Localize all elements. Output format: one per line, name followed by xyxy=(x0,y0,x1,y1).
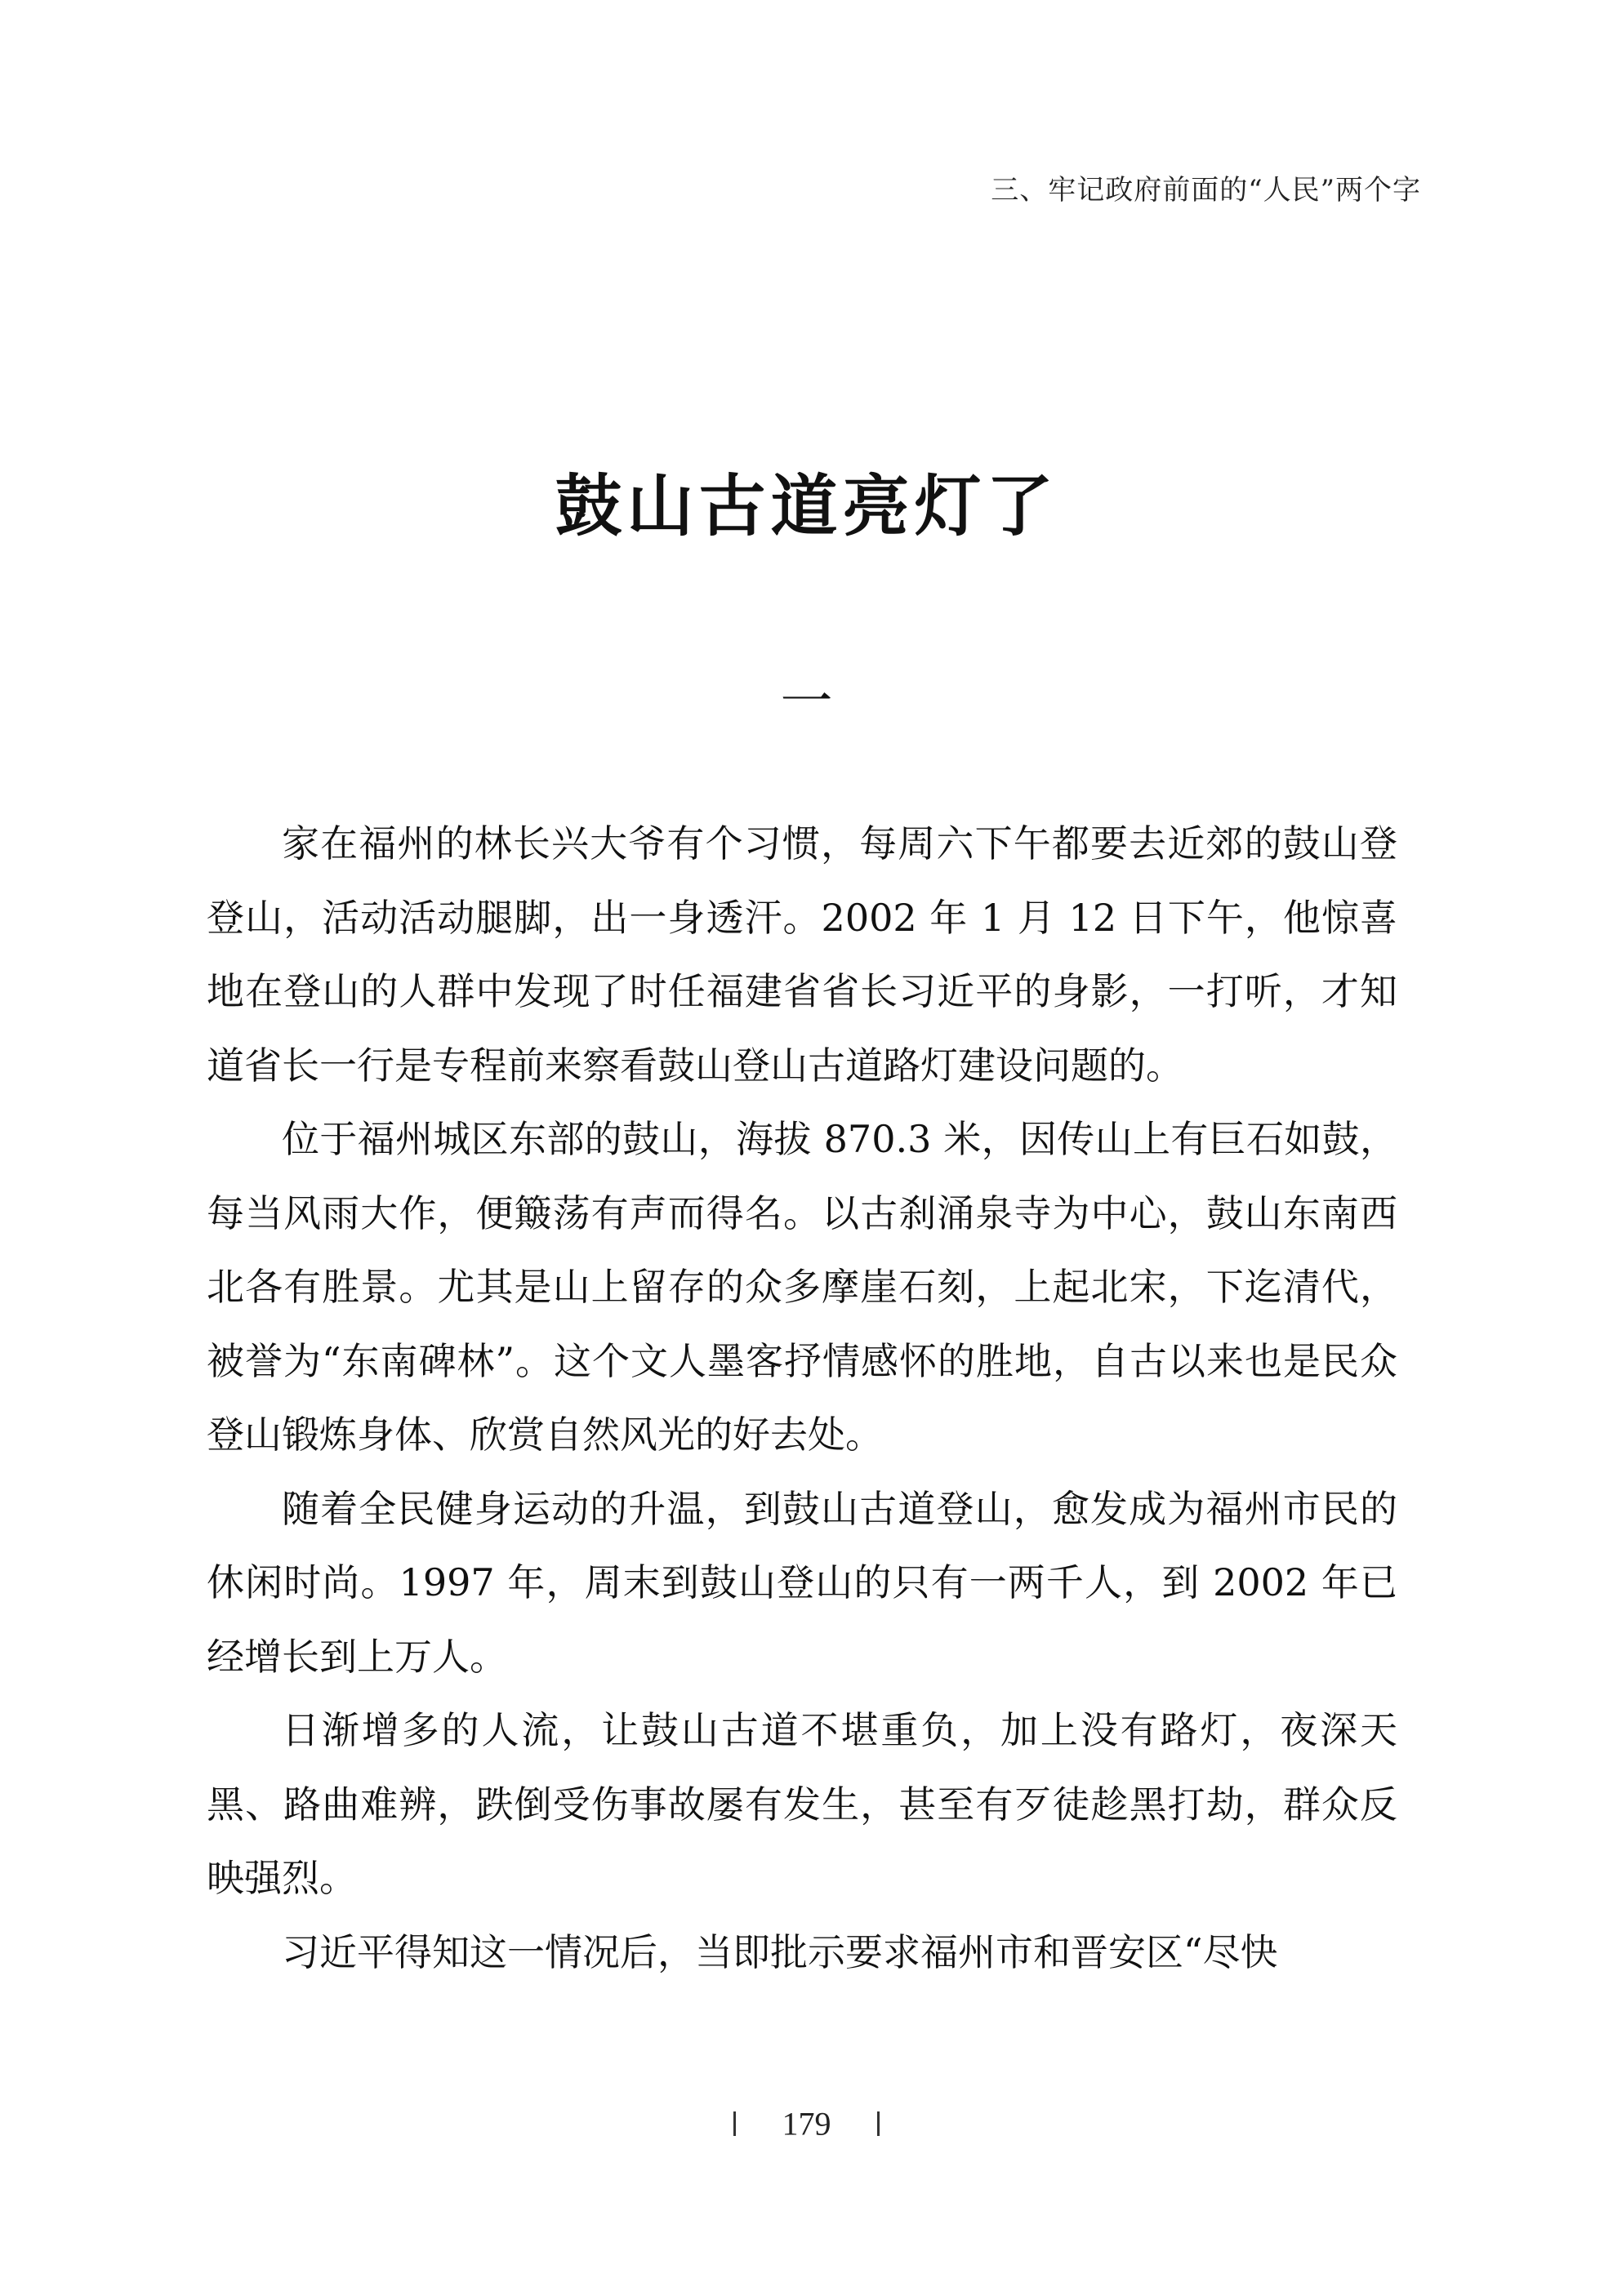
page-footer xyxy=(0,2102,1613,2143)
paragraph: 日渐增多的人流，让鼓山古道不堪重负，加上没有路灯，夜深天黑、路曲难辨，跌倒受伤事故屡有发生，甚至有歹徒趁黑打劫，群众反映强烈。 xyxy=(207,1708,1397,1900)
running-header: 三、牢记政府前面的“人民”两个字 xyxy=(991,174,1421,207)
body-text xyxy=(207,807,1397,1989)
footer-right-bar xyxy=(877,2111,880,2136)
footer-left-bar xyxy=(733,2111,736,2136)
paragraph: 随着全民健身运动的升温，到鼓山古道登山，愈发成为福州市民的休闲时尚。1997 年，周末到鼓山登山的只有一两千人，到 2002 年已经增长到上万人。 xyxy=(207,1486,1397,1679)
page-number: 179 xyxy=(782,2105,831,2142)
paragraph: 家在福州的林长兴大爷有个习惯，每周六下午都要去近郊的鼓山登登山，活动活动腿脚，出一身透汗。2002 年 1 月 12 日下午，他惊喜地在登山的人群中发现了时任福建省省长习近平的身影，一打听，才知道省长一行是专程前来察看鼓山登山古道路灯建设问题的。 xyxy=(207,821,1397,1088)
chapter-title: 鼓山古道亮灯了 xyxy=(555,467,1058,545)
section-number: 一 xyxy=(780,672,833,732)
paragraph: 习近平得知这一情况后，当即批示要求福州市和晋安区“尽快 xyxy=(282,1929,1278,1974)
paragraph: 位于福州城区东部的鼓山，海拔 870.3 米，因传山上有巨石如鼓，每当风雨大作，便簸荡有声而得名。以古刹涌泉寺为中心，鼓山东南西北各有胜景。尤其是山上留存的众多摩崖石刻，上起北宋，下迄清代，被誉为“东南碑林”。这个文人墨客抒情感怀的胜地，自古以来也是民众登山锻炼身体、欣赏自然风光的好去处。 xyxy=(207,1117,1397,1457)
